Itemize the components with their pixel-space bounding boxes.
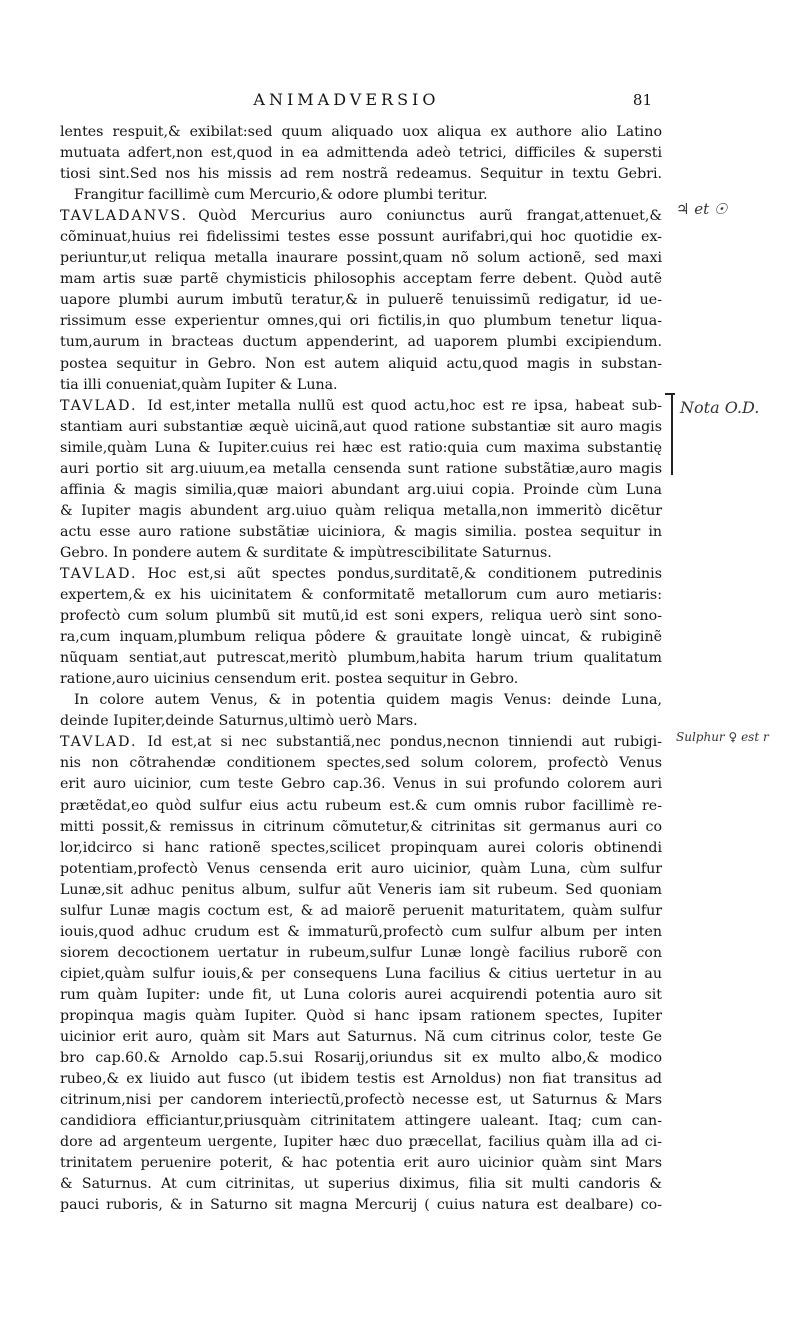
text-line: uicinior erit auro, quàm sit Mars aut Saturnus. Nã cum citrinus color, teste Ge bbox=[60, 1029, 662, 1046]
margin-bracket bbox=[663, 395, 673, 475]
text-line: deinde Iupiter,deinde Saturnus,ultimò uerò Mars. bbox=[60, 713, 418, 730]
speaker-label: TAVLAD. bbox=[60, 734, 138, 751]
text-block bbox=[60, 122, 662, 1216]
text-line: lentes respuit,& exibilat:sed quum aliquado uox aliqua ex authore alio Latino bbox=[60, 124, 662, 140]
text-line: cõminuat,huius rei fidelissimi testes esse possunt aurifabri,qui hoc quotidie ex- bbox=[60, 229, 662, 246]
margin-note-nota: Nota O.D. bbox=[680, 398, 760, 417]
text-line: ratione,auro uicinius censendum erit. postea sequitur in Gebro. bbox=[60, 671, 519, 688]
speaker-label: TAVLADANVS. bbox=[60, 208, 189, 225]
text-line: rubeo,& ex liuido aut fusco (ut ibidem testis est Arnoldus) non fiat transitus ad bbox=[60, 1071, 662, 1088]
text-line: affinia & magis similia,quæ maiori abundant arg.uiui copia. Proinde cùm Luna bbox=[60, 481, 662, 498]
margin-note-sulphur: Sulphur ♀ est r bbox=[676, 730, 769, 744]
text-line: Gebro. In pondere autem & surditate & impùtrescibilitate Saturnus. bbox=[60, 544, 552, 561]
text-line: auri portio sit arg.uiuum,ea metalla censenda sunt ratione substãtiæ,auro magis bbox=[60, 460, 662, 477]
text-line: mutuata adfert,non est,quod in ea admittenda adeò tetrici, difficiles & supersti bbox=[60, 145, 662, 162]
text-line: rissimum esse experientur omnes,qui ori fictilis,in quo plumbum tenetur liqua- bbox=[60, 313, 662, 330]
text-line: profectò cum solum plumbũ sit mutũ,id est soni expers, reliqua uerò sint sono- bbox=[60, 608, 662, 625]
text-line bbox=[60, 732, 662, 753]
text-line: potentiam,profectò Venus censenda erit auro uicinior, quàm Luna, cùm sulfur bbox=[60, 860, 662, 877]
text-line: expertem,& ex his uicinitatem & conformitatẽ metallorum cum auro metiaris: bbox=[60, 587, 662, 604]
text-line: erit auro uicinior, cum teste Gebro cap.36. Venus in sui profundo colorem auri bbox=[60, 776, 662, 793]
running-title: ANIMADVERSIO bbox=[253, 90, 440, 109]
text-line: In colore autem Venus, & in potentia quidem magis Venus: deinde Luna, bbox=[74, 692, 662, 709]
text-line: tia illi conueniat,quàm Iupiter & Luna. bbox=[60, 376, 338, 393]
line-text: Quòd Mercurius auro coniunctus aurũ frangat,attenuet,& bbox=[198, 208, 662, 225]
text-line: propinqua magis quàm Iupiter. Quòd si hanc ipsam rationem spectes, Iupiter bbox=[60, 1007, 662, 1024]
running-head bbox=[60, 90, 652, 109]
text-line: stantiam auri substantiæ æquè uicinã,aut quod ratione substantiæ sit auro magis bbox=[60, 418, 662, 435]
text-line: Frangitur facillimè cum Mercurio,& odore plumbi teritur. bbox=[74, 187, 488, 204]
text-line: actu esse auro ratione substãtiæ uiciniora, & magis similia. postea sequitur in bbox=[60, 523, 662, 540]
speaker-label: TAVLAD. bbox=[60, 565, 138, 582]
text-line bbox=[60, 206, 662, 227]
text-line: citrinum,nisi per candorem interiectũ,profectò necesse est, ut Saturnus & Mars bbox=[60, 1092, 662, 1109]
text-line: iouis,quod adhuc crudum est & immaturũ,profectò cum sulfur album per inten bbox=[60, 923, 662, 940]
text-line: trinitatem peruenire poterit, & hac potentia erit auro uicinior quàm sint Mars bbox=[60, 1155, 662, 1172]
text-line: tum,aurum in bracteas ductum appenderint, ad uaporem plumbi excipiendum. bbox=[60, 334, 662, 351]
text-line: siorem decoctionem uertatur in rubeum,sulfur Lunæ longè facilius ruborẽ con bbox=[60, 944, 662, 961]
line-text: Hoc est,si aũt spectes pondus,surditatẽ,& conditionem putredinis bbox=[147, 565, 662, 582]
text-line bbox=[60, 396, 662, 417]
text-line: ra,cum inquam,plumbum reliqua pôdere & grauitate longè uincat, & rubiginẽ bbox=[60, 629, 662, 646]
text-line: & Saturnus. At cum citrinitas, ut superius diximus, filia sit multi candoris & bbox=[60, 1176, 662, 1193]
text-line: nis non cõtrahendæ conditionem spectes,sed solum colorem, profectò Venus bbox=[60, 755, 662, 772]
text-line: tiosi sint.Sed nos his missis ad rem nostrã redeamus. Sequitur in textu Gebri. bbox=[60, 166, 662, 183]
text-line: uapore plumbi aurum imbutũ teratur,& in puluerẽ tenuissimũ redigatur, id ue- bbox=[60, 292, 662, 309]
line-text: Id est,at si nec substantiã,nec pondus,necnon tinniendi aut rubigi- bbox=[147, 734, 662, 751]
text-line: prætẽdat,eo quòd sulfur eius actu rubeum est.& cum omnis rubor facillimè re- bbox=[60, 797, 662, 814]
text-line: cipiet,quàm sulfur iouis,& per consequens Luna facilius & citius uertetur in au bbox=[60, 965, 662, 982]
line-text: Id est,inter metalla nullũ est quod actu,hoc est re ipsa, habeat sub- bbox=[147, 397, 662, 414]
speaker-label: TAVLAD. bbox=[60, 397, 138, 414]
page-number: 81 bbox=[632, 91, 652, 109]
text-line: simile,quàm Luna & Iupiter.cuius rei hæc est ratio:quia cum maxima substantię bbox=[60, 439, 662, 456]
text-line: sulfur Lunæ magis coctum est, & ad maiorẽ peruenit maturitatem, quàm sulfur bbox=[60, 902, 662, 919]
text-line: mitti possit,& remissus in citrinum cõmutetur,& citrinitas sit germanus auri co bbox=[60, 818, 662, 835]
margin-note-planets: ♃ et ☉ bbox=[676, 200, 728, 218]
text-line: nũquam sentiat,aut putrescat,meritò plumbum,habita harum trium qualitatum bbox=[60, 650, 662, 667]
text-line: rum quàm Iupiter: unde fit, ut Luna coloris aurei acquirendi potentia auro sit bbox=[60, 986, 662, 1003]
text-line: & Iupiter magis abundent arg.uiuo quàm reliqua metalla,non immeritò dicẽtur bbox=[60, 502, 662, 519]
text-line: lor,idcirco si hanc rationẽ spectes,scilicet propinquam aurei coloris obtinendi bbox=[60, 839, 662, 856]
text-line: periuntur,ut reliqua metalla inaurare possint,quam nõ solum actionẽ, sed maxi bbox=[60, 250, 662, 267]
text-line: candidiora efficiantur,priusquàm citrinitatem attingere ualeant. Itaq; cum can- bbox=[60, 1113, 662, 1130]
text-line bbox=[60, 564, 662, 585]
text-line: dore ad argenteum uergente, Iupiter hæc duo præcellat, facilius quàm illa ad ci- bbox=[60, 1134, 662, 1151]
text-line: Lunæ,sit adhuc penitus album, sulfur aũt Veneris iam sit rubeum. Sed quoniam bbox=[60, 881, 662, 898]
text-line: pauci ruboris, & in Saturno sit magna Mercurij ( cuius natura est dealbare) co- bbox=[60, 1197, 662, 1214]
text-line: mam artis suæ partẽ chymisticis philosophis acceptam ferre debent. Quòd autẽ bbox=[60, 271, 662, 288]
text-line: postea sequitur in Gebro. Non est autem aliquid actu,quod magis in substan- bbox=[60, 355, 662, 372]
text-line: bro cap.60.& Arnoldo cap.5.sui Rosarij,oriundus sit ex multo albo,& modico bbox=[60, 1050, 662, 1067]
